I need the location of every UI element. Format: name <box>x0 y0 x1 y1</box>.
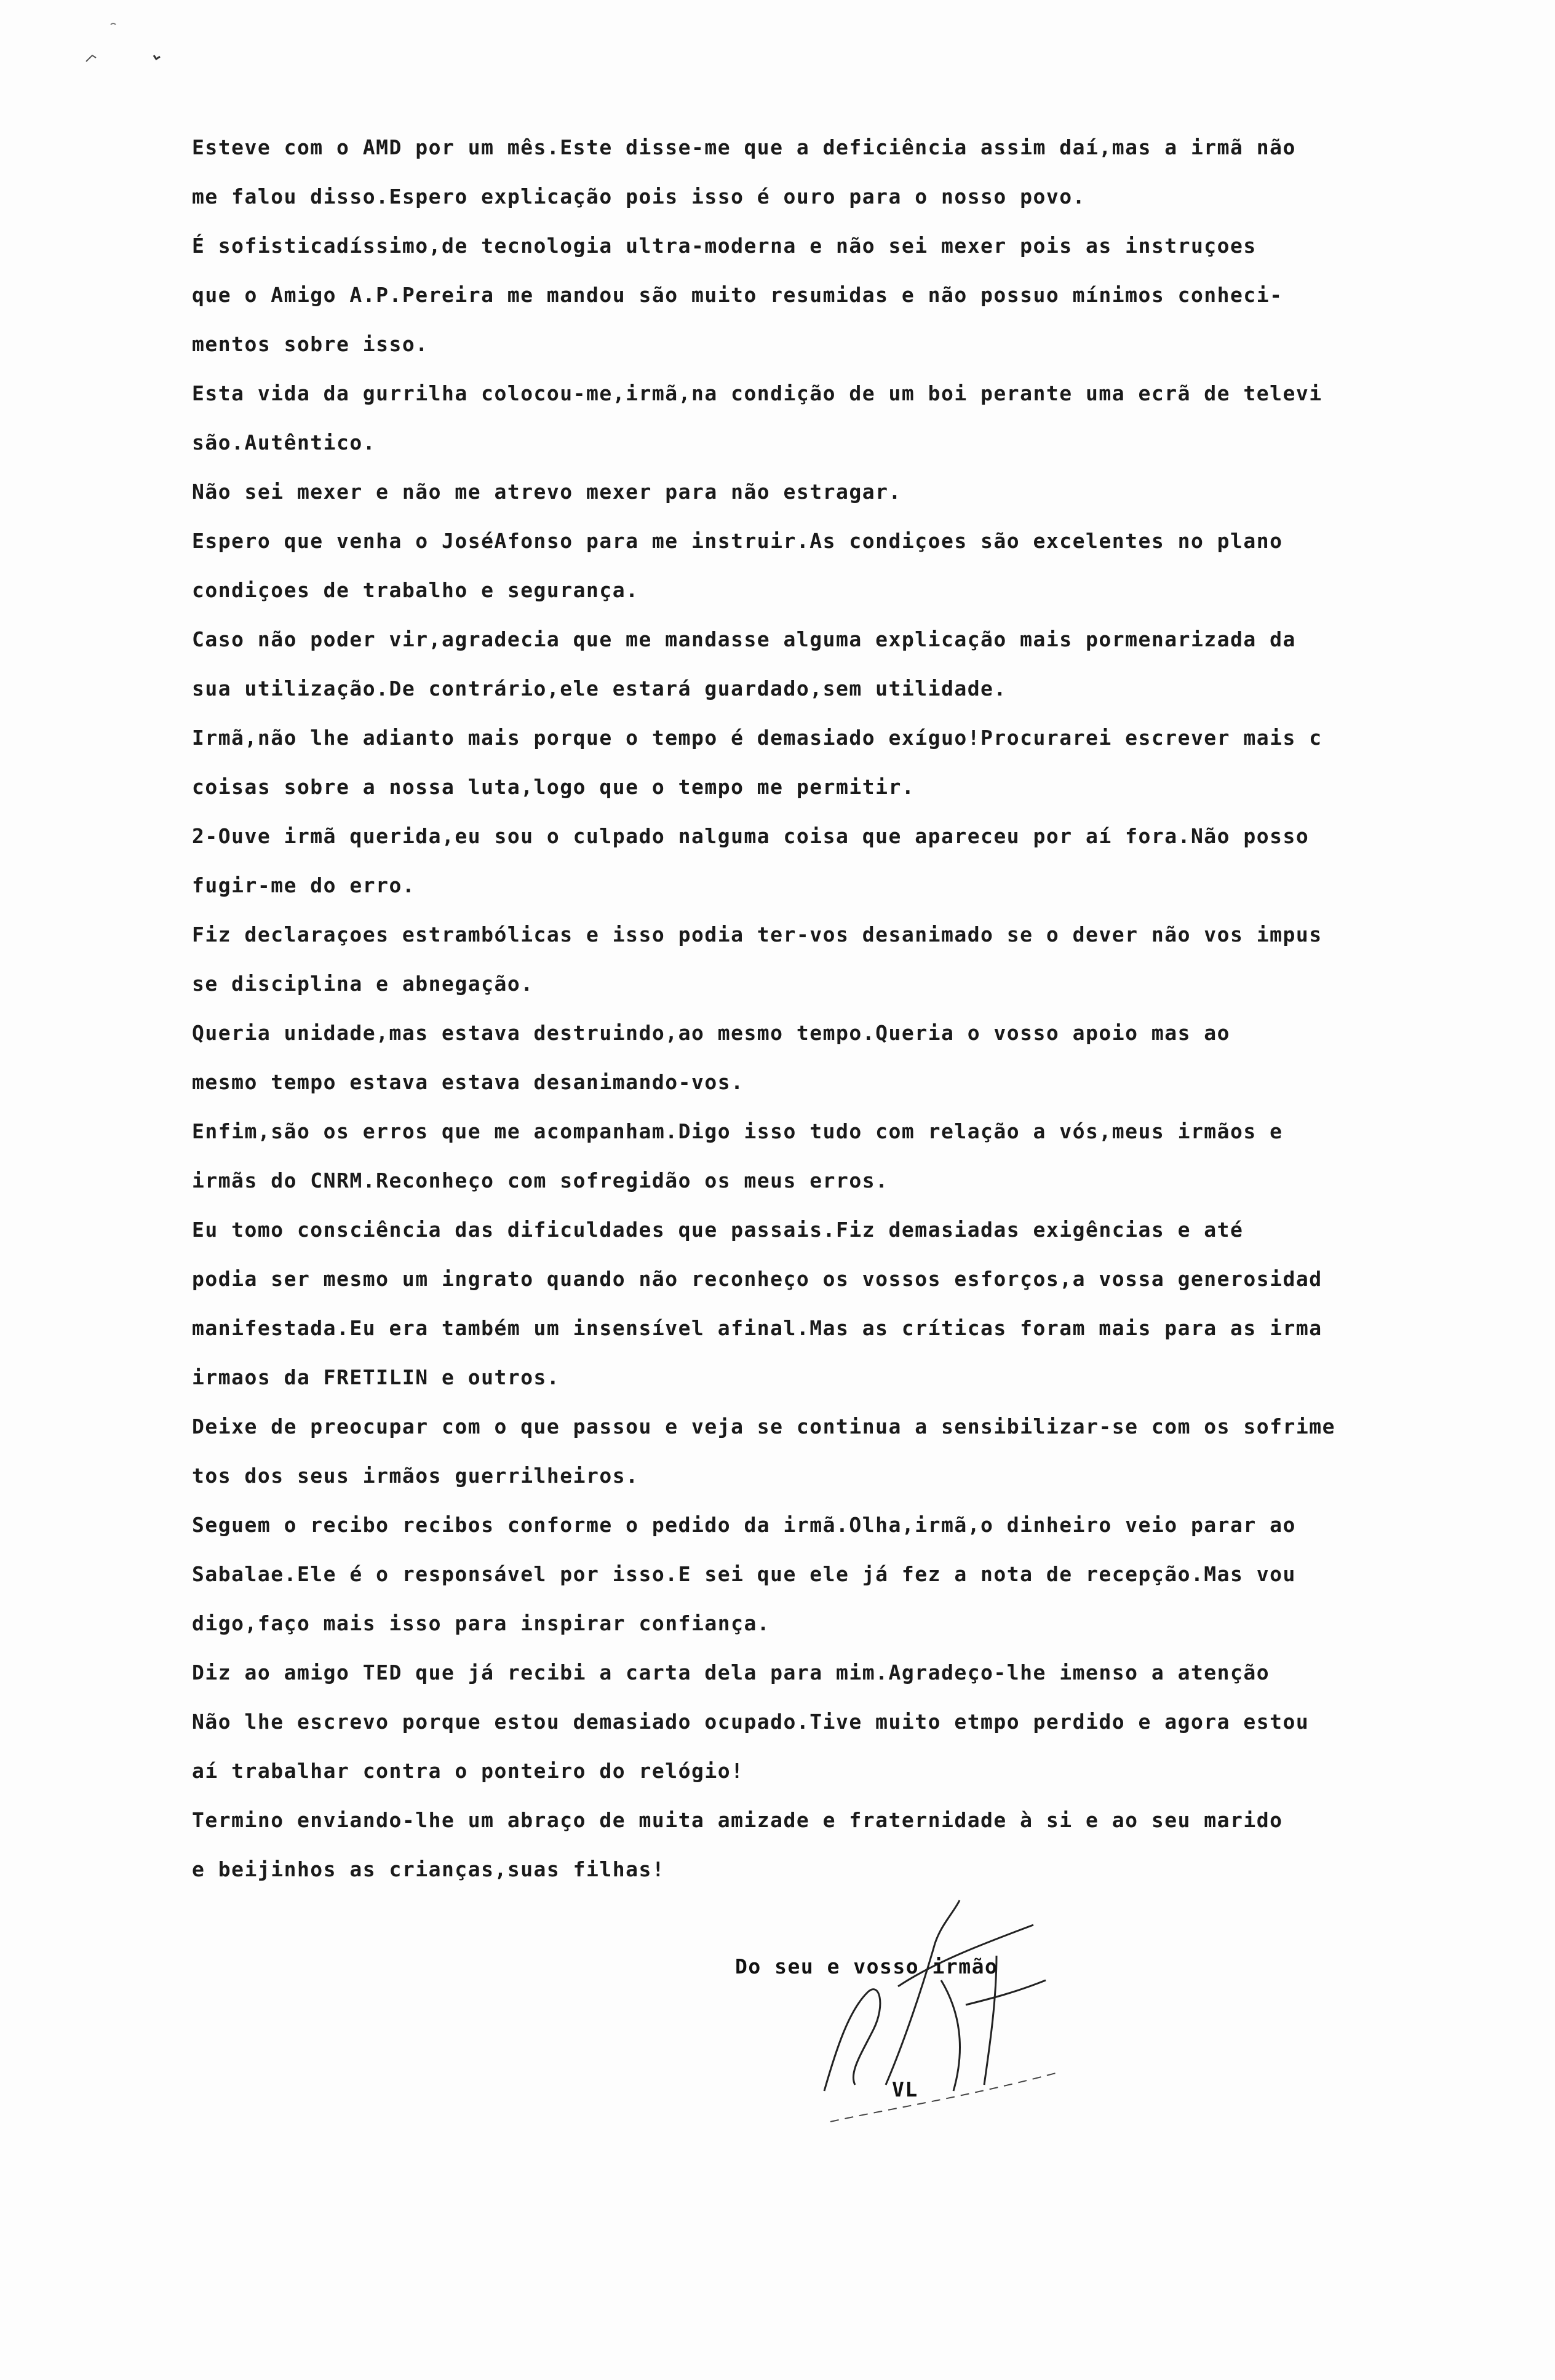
letter-line: Espero que venha o JoséAfonso para me instruir.As condiçoes são excelentes no plano <box>192 529 1283 553</box>
letter-line: são.Autêntico. <box>192 430 376 454</box>
sender-initials: VL <box>892 2077 918 2101</box>
letter-line: digo,faço mais isso para inspirar confiança. <box>192 1611 771 1635</box>
letter-line: Termino enviando-lhe um abraço de muita amizade e fraternidade à si e ao seu marido <box>192 1808 1283 1832</box>
letter-line: mentos sobre isso. <box>192 332 429 356</box>
corner-scan-marks <box>62 18 172 74</box>
letter-line: Diz ao amigo TED que já recibi a carta dela para mim.Agradeço-lhe imenso a atenção <box>192 1660 1270 1684</box>
letter-line: Esteve com o AMD por um mês.Este disse-me que a deficiência assim daí,mas a irmã não <box>192 135 1296 159</box>
letter-line: Não lhe escrevo porque estou demasiado ocupado.Tive muito etmpo perdido e agora estou <box>192 1710 1310 1734</box>
letter-line: Deixe de preocupar com o que passou e veja se continua a sensibilizar-se com os sofrime <box>192 1414 1335 1438</box>
closing-block <box>735 1948 1104 2108</box>
letter-line: Fiz declaraçoes estrambólicas e isso podia ter-vos desanimado se o dever não vos impus <box>192 922 1322 946</box>
letter-line: Não sei mexer e não me atrevo mexer para não estragar. <box>192 480 902 504</box>
letter-line: fugir-me do erro. <box>192 873 416 897</box>
letter-line: Irmã,não lhe adianto mais porque o tempo é demasiado exíguo!Procurarei escrever mais c <box>192 726 1322 750</box>
letter-line: sua utilização.De contrário,ele estará guardado,sem utilidade. <box>192 676 1007 700</box>
letter-line: Seguem o recibo recibos conforme o pedido da irmã.Olha,irmã,o dinheiro veio parar ao <box>192 1513 1296 1537</box>
letter-line: Esta vida da gurrilha colocou-me,irmã,na condição de um boi perante uma ecrã de televi <box>192 381 1322 405</box>
letter-line: condiçoes de trabalho e segurança. <box>192 578 639 602</box>
letter-line: aí trabalhar contra o ponteiro do relógio! <box>192 1759 744 1783</box>
letter-line: mesmo tempo estava estava desanimando-vos. <box>192 1070 744 1094</box>
letter-line: manifestada.Eu era também um insensível afinal.Mas as críticas foram mais para as irma <box>192 1316 1322 1340</box>
letter-body <box>192 123 1527 1894</box>
letter-line: tos dos seus irmãos guerrilheiros. <box>192 1464 639 1488</box>
letter-line: coisas sobre a nossa luta,logo que o tempo me permitir. <box>192 775 915 799</box>
letter-line: irmaos da FRETILIN e outros. <box>192 1365 560 1389</box>
letter-line: que o Amigo A.P.Pereira me mandou são muito resumidas e não possuo mínimos conheci- <box>192 283 1283 307</box>
letter-line: e beijinhos as crianças,suas filhas! <box>192 1857 666 1881</box>
letter-line: irmãs do CNRM.Reconheço com sofregidão os meus erros. <box>192 1168 889 1192</box>
letter-line: Enfim,são os erros que me acompanham.Digo isso tudo com relação a vós,meus irmãos e <box>192 1119 1283 1143</box>
letter-line: 2-Ouve irmã querida,eu sou o culpado nalguma coisa que apareceu por aí fora.Não posso <box>192 824 1310 848</box>
letter-line: Queria unidade,mas estava destruindo,ao mesmo tempo.Queria o vosso apoio mas ao <box>192 1021 1231 1045</box>
letter-line: Caso não poder vir,agradecia que me mandasse alguma explicação mais pormenarizada da <box>192 627 1296 651</box>
letter-line: Sabalae.Ele é o responsável por isso.E sei que ele já fez a nota de recepção.Mas vou <box>192 1562 1296 1586</box>
letter-line: É sofisticadíssimo,de tecnologia ultra-moderna e não sei mexer pois as instruçoes <box>192 234 1257 258</box>
letter-line: Eu tomo consciência das dificuldades que passais.Fiz demasiadas exigências e até <box>192 1218 1244 1242</box>
letter-line: se disciplina e abnegação. <box>192 972 534 996</box>
letter-line: podia ser mesmo um ingrato quando não reconheço os vossos esforços,a vossa generosidad <box>192 1267 1322 1291</box>
closing-line: Do seu e vosso irmão <box>735 1954 998 1978</box>
letter-line: me falou disso.Espero explicação pois isso é ouro para o nosso povo. <box>192 184 1086 208</box>
